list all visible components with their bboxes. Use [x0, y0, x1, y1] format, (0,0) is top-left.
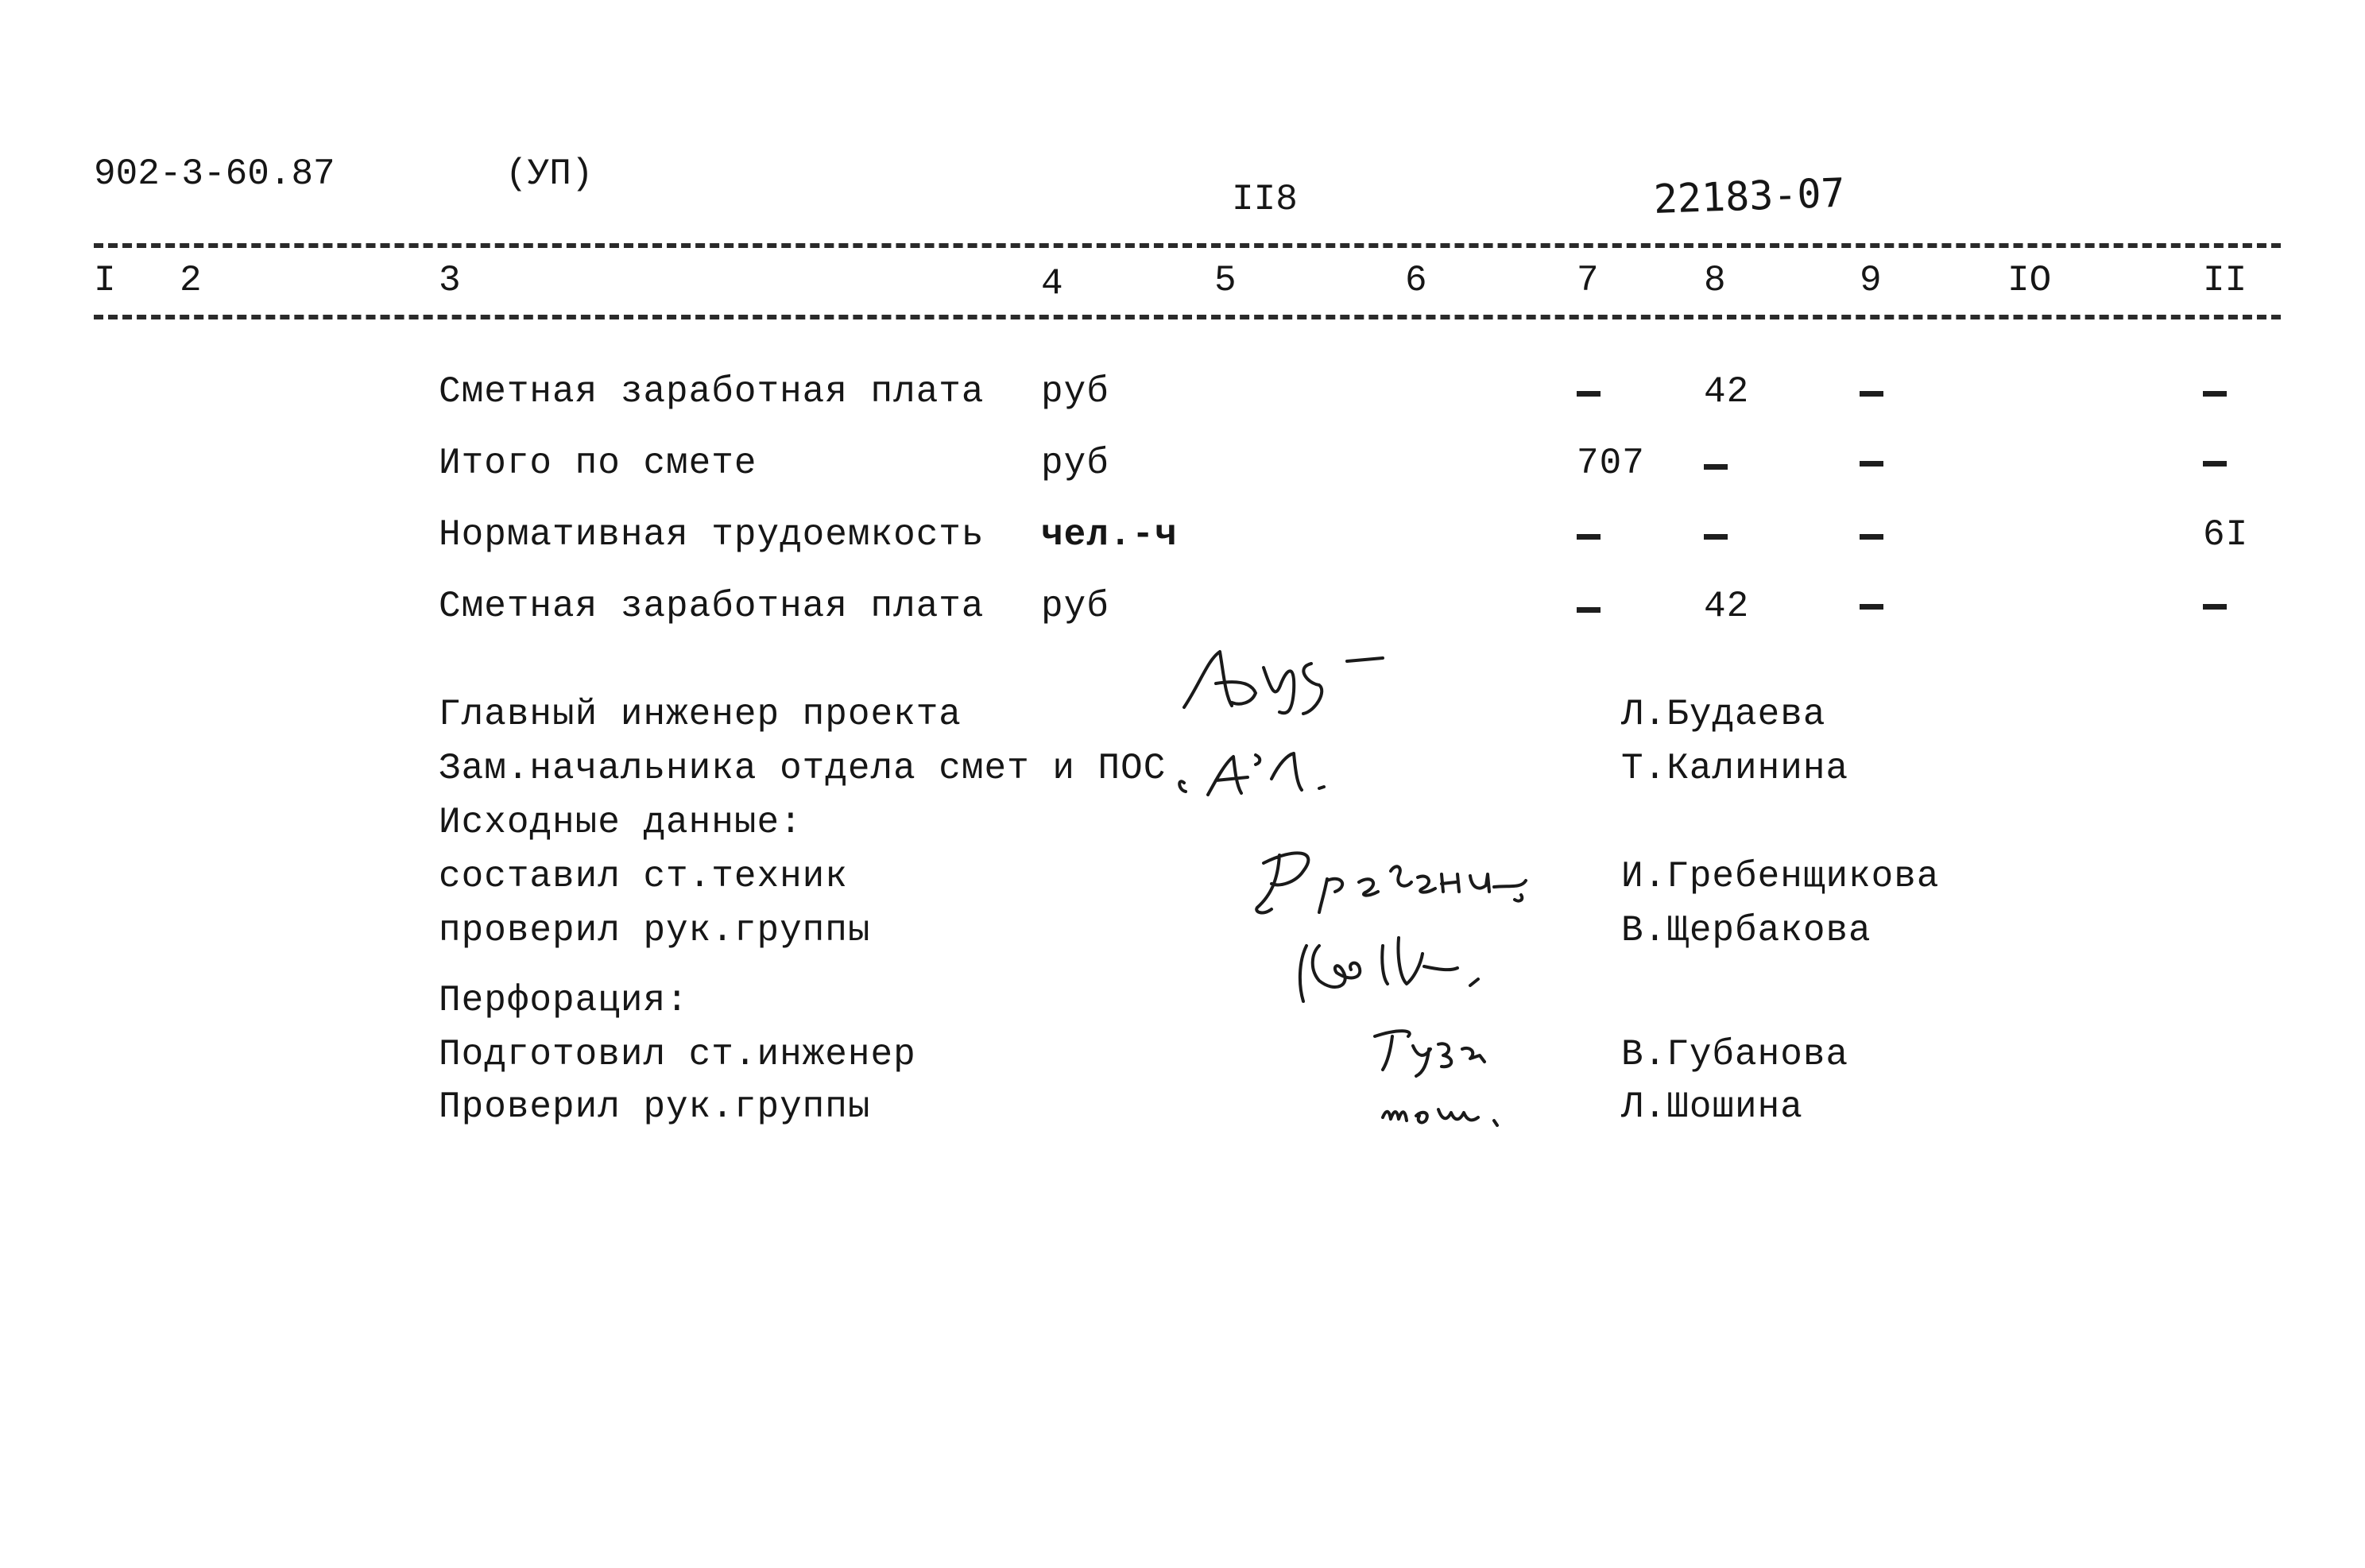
column-number: 4	[1041, 263, 1063, 304]
section-label: Перфорация:	[439, 980, 689, 1021]
row-value-c11-dash	[2203, 461, 2227, 467]
column-number: 8	[1704, 260, 1726, 301]
handwritten-reference: 22183-07	[1652, 169, 1846, 223]
signature-role: Зам.начальника отдела смет и ПОС	[439, 748, 1167, 789]
column-number: 3	[439, 260, 461, 301]
signature-person: В.Щербакова	[1621, 910, 1871, 951]
row-value-c7-dash	[1577, 607, 1601, 613]
column-number: 5	[1214, 260, 1237, 301]
signature-person: Л.Шошина	[1621, 1086, 1803, 1128]
handwritten-signature	[1248, 839, 1550, 927]
row-unit: руб	[1041, 586, 1109, 627]
row-unit: чел.-ч	[1041, 514, 1178, 556]
row-value-c8: 42	[1704, 586, 1750, 627]
row-value-c8: 42	[1704, 371, 1750, 412]
row-value-c7-dash	[1577, 391, 1601, 397]
column-number: I	[94, 260, 116, 301]
signature-role: Проверил рук.группы	[439, 1086, 871, 1128]
column-number: 9	[1860, 260, 1882, 301]
row-value-c9-dash	[1860, 604, 1883, 610]
row-unit: руб	[1041, 443, 1109, 484]
handwritten-signature	[1375, 1086, 1534, 1133]
table-top-border	[94, 243, 2281, 248]
row-unit: руб	[1041, 371, 1109, 412]
signature-person: Л.Будаева	[1621, 694, 1826, 735]
document-code: 902-3-60.87	[94, 153, 335, 195]
signature-role: Главный инженер проекта	[439, 694, 962, 735]
column-number: 6	[1405, 260, 1427, 301]
column-number: II	[2203, 260, 2247, 301]
column-number: 2	[180, 260, 202, 301]
page-number: II8	[1232, 179, 1298, 220]
signature-person: Т.Калинина	[1621, 748, 1849, 789]
signature-role: Подготовил ст.инженер	[439, 1034, 916, 1075]
document-series: (УП)	[505, 153, 594, 195]
row-value-c7: 707	[1577, 443, 1645, 484]
signature-role: составил ст.техник	[439, 856, 848, 897]
row-value-c11: 6I	[2203, 514, 2249, 556]
column-number: 7	[1577, 260, 1599, 301]
row-name: Итого по смете	[439, 443, 757, 484]
handwritten-signature	[1176, 636, 1415, 723]
signature-role: проверил рук.группы	[439, 910, 871, 951]
row-name: Сметная заработная плата	[439, 371, 985, 412]
row-name: Сметная заработная плата	[439, 586, 985, 627]
handwritten-signature	[1287, 922, 1526, 1017]
row-value-c9-dash	[1860, 534, 1883, 540]
row-value-c11-dash	[2203, 604, 2227, 610]
table-header-border	[94, 315, 2281, 319]
handwritten-signature	[1168, 739, 1359, 803]
section-label: Исходные данные:	[439, 802, 803, 843]
handwritten-signature	[1367, 1017, 1510, 1081]
row-name: Нормативная трудоемкость	[439, 514, 985, 556]
signature-person: И.Гребенщикова	[1621, 856, 1940, 897]
column-number: IO	[2007, 260, 2052, 301]
row-value-c8-dash	[1704, 534, 1728, 540]
row-value-c11-dash	[2203, 391, 2227, 397]
signature-person: В.Губанова	[1621, 1034, 1849, 1075]
row-value-c9-dash	[1860, 391, 1883, 397]
row-value-c8-dash	[1704, 464, 1728, 470]
row-value-c7-dash	[1577, 534, 1601, 540]
row-value-c9-dash	[1860, 461, 1883, 467]
